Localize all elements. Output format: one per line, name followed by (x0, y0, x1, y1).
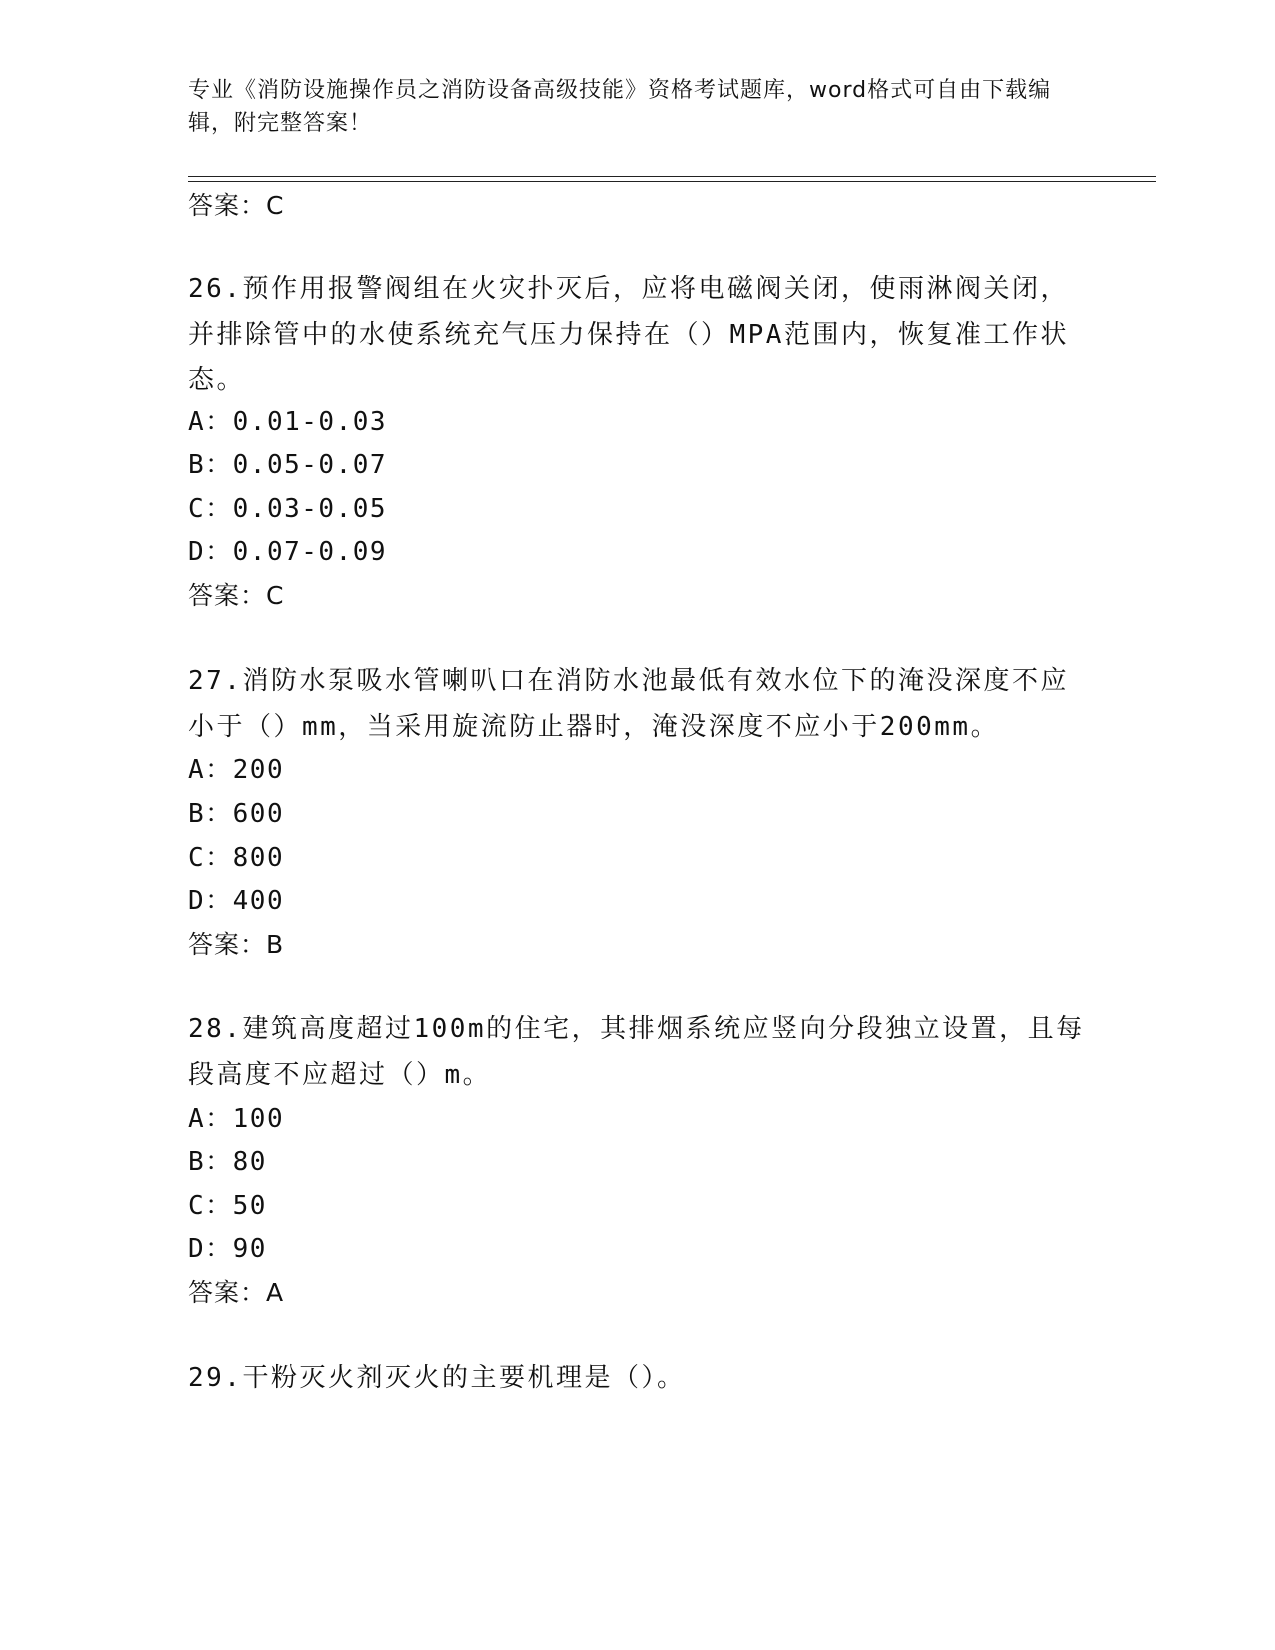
question-26-answer: 答案：C (188, 581, 285, 610)
question-28-stem: 28.建筑高度超过100m的住宅，其排烟系统应竖向分段独立设置，且每段高度不应超过（）m。 (188, 1014, 1085, 1090)
question-28-option-b: B：80 (188, 1147, 267, 1177)
question-27-option-d: D：400 (188, 886, 285, 916)
question-26-option-d: D：0.07-0.09 (188, 537, 388, 567)
question-28-option-d: D：90 (188, 1234, 267, 1264)
question-28-option-c: C：50 (188, 1191, 267, 1221)
document-header: 专业《消防设施操作员之消防设备高级技能》资格考试题库，word格式可自由下载编辑，附完整答案！ (188, 78, 1052, 136)
question-28-answer: 答案：A (188, 1278, 285, 1307)
question-27-option-a: A：200 (188, 755, 285, 785)
question-28-option-a: A：100 (188, 1104, 285, 1134)
previous-answer: 答案：C (188, 191, 285, 220)
question-26-option-c: C：0.03-0.05 (188, 494, 388, 524)
question-27-stem: 27.消防水泵吸水管喇叭口在消防水池最低有效水位下的淹没深度不应小于（）mm，当采用旋流防止器时，淹没深度不应小于200mm。 (188, 666, 1069, 742)
question-27-option-b: B：600 (188, 799, 285, 829)
header-divider-bottom (188, 181, 1156, 182)
question-26-option-a: A：0.01-0.03 (188, 407, 388, 437)
question-27-answer: 答案：B (188, 930, 285, 959)
question-26-option-b: B：0.05-0.07 (188, 450, 388, 480)
question-29-stem: 29.干粉灭火剂灭火的主要机理是（）。 (188, 1363, 686, 1393)
question-26-stem: 26.预作用报警阀组在火灾扑灭后，应将电磁阀关闭，使雨淋阀关闭，并排除管中的水使系统充气压力保持在（）MPA范围内，恢复准工作状态。 (188, 274, 1069, 395)
header-divider-top (188, 176, 1156, 177)
question-27-option-c: C：800 (188, 843, 285, 873)
